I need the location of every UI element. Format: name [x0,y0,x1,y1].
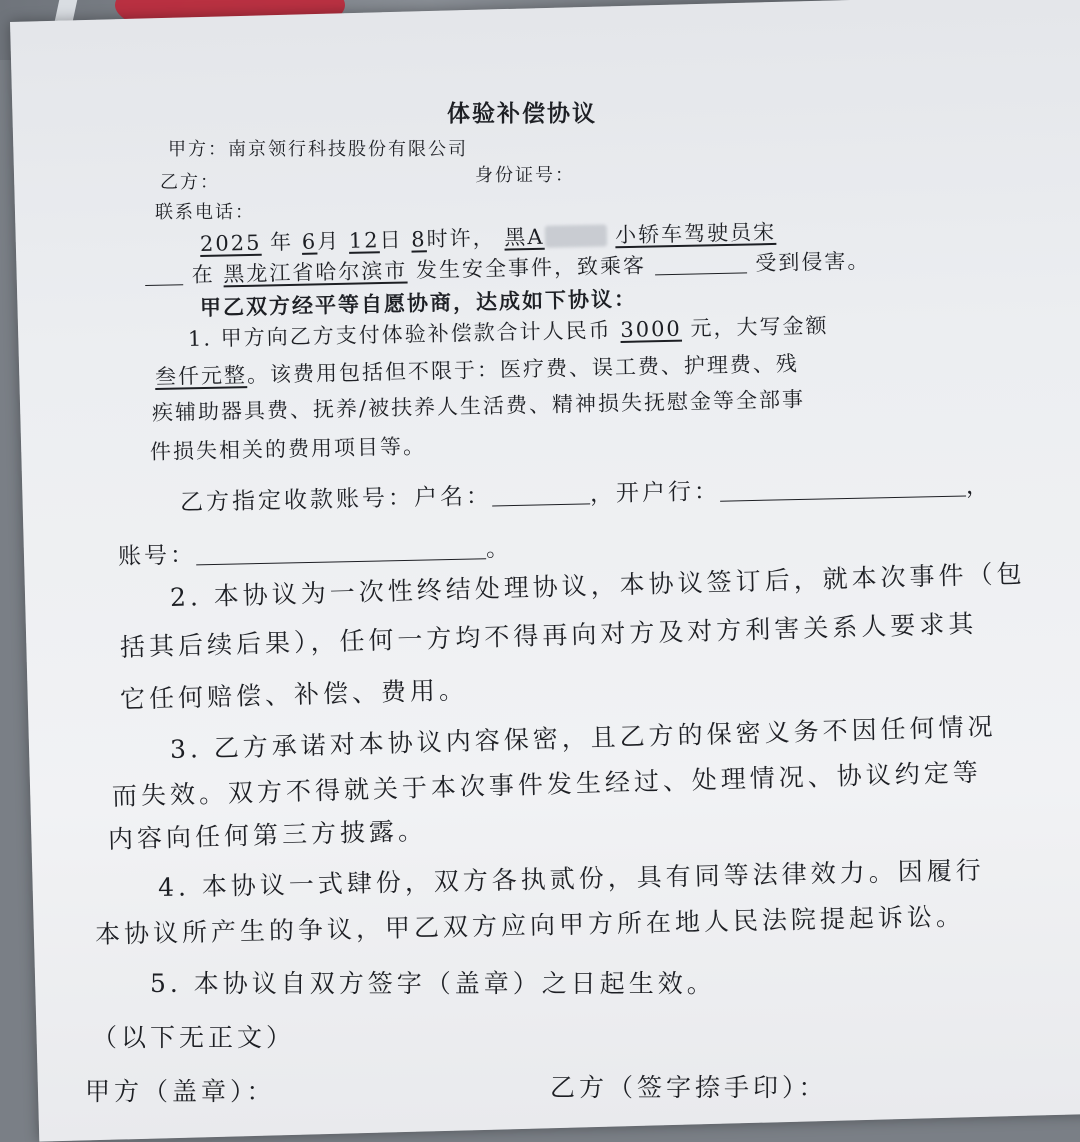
blank-account-name [492,480,590,506]
account-name-label: 乙方指定收款账号：户名： [179,483,493,516]
account-number-label: 账号： [117,542,197,570]
clause1-line3: 疾辅助器具费、抚养/被扶养人生活费、精神损失抚慰金等全部事 [151,387,806,425]
clause3-line1: 3. 乙方承诺对本协议内容保密，且乙方的保密义务不因任何情况 [169,711,997,764]
incident-plate-prefix: 黑A [504,224,545,250]
clause4-line1: 4. 本协议一式肆份，双方各执贰份，具有同等法律效力。因履行 [157,855,985,902]
incident-year-label: 年 [269,230,294,255]
account-line-1 [180,467,993,517]
blank-account-number [196,535,486,565]
incident-hour-label: 时许， [426,225,496,252]
incident-harm: 受到侵害。 [755,248,871,276]
account-bank-label: ，开户行： [589,478,721,508]
redacted-plate [544,224,606,247]
clause3-line2: 而失效。双方不得就关于本次事件发生经过、处理情况、协议约定等 [111,757,983,811]
clause1-amount: 3000 [620,316,683,342]
clause2-line3: 它任何赔偿、补偿、费用。 [119,675,469,714]
party-a-line: 甲方：南京领行科技股份有限公司 [168,139,468,160]
document-title: 体验补偿协议 [447,101,597,127]
incident-month: 6 [301,229,318,254]
blank-bank [720,473,966,502]
clause1-text-c: 。该费用包括但不限于：医疗费、误工费、护理费、残 [246,351,800,388]
clause4-line2: 本协议所产生的争议，甲乙双方应向甲方所在地人民法院提起诉讼。 [94,901,966,949]
clause2-line1: 2. 本协议为一次性终结处理协议，本协议签订后，就本次事件（包 [169,559,1026,612]
blank-passenger [654,251,746,275]
party-b-line: 乙方： [160,172,220,193]
account-period: 。 [485,535,513,563]
clause5: 5. 本协议自双方签字（盖章）之日起生效。 [150,969,716,998]
signature-party-b: 乙方（签字捺手印）： [550,1073,828,1102]
incident-location: 黑龙江省哈尔滨市 [223,258,408,287]
agreement-intro: 甲乙双方经平等自愿协商，达成如下协议： [199,285,638,320]
incident-year: 2025 [199,230,262,256]
incident-event: 发生安全事件，致乘客 [415,253,647,283]
clause1-line4: 件损失相关的费用项目等。 [149,434,427,464]
incident-in-label: 在 [191,262,215,288]
incident-day: 12 [348,228,380,253]
account-line-2 [118,530,513,571]
incident-month-label: 月 [316,229,341,254]
blank-driver-name [145,263,183,286]
incident-day-label: 日 [379,227,403,253]
id-number-label: 身份证号： [475,165,575,186]
incident-hour: 8 [411,227,427,252]
phone-label: 联系电话： [155,202,255,223]
no-more-text: （以下无正文） [92,1023,296,1052]
signature-party-a: 甲方（盖章）： [85,1077,276,1106]
clause3-line3: 内容向任何第三方披露。 [107,816,428,854]
incident-driver: 小轿车驾驶员宋 [614,219,777,248]
clause1-amount-words: 叁仟元整 [154,363,248,389]
account-comma: ， [965,472,993,500]
clause2-line2: 括其后续后果），任何一方均不得再向对方及对方利害关系人要求其 [119,609,978,662]
clause1-text-b: 元，大写金额 [690,313,829,341]
clause1-text-a: 1. 甲方向乙方支付体验补偿款合计人民币 [187,318,612,351]
